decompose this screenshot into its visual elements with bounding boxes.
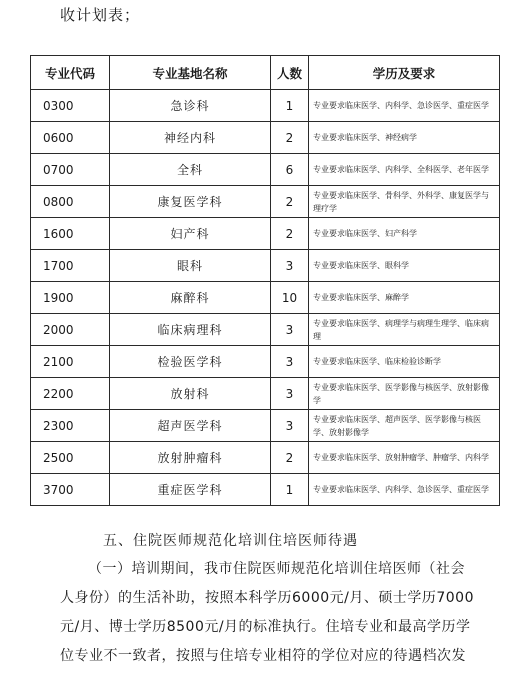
base-name-cell: 麻醉科 <box>110 282 271 314</box>
specialty-code-cell: 2500 <box>31 442 110 474</box>
base-name-cell: 妇产科 <box>110 218 271 250</box>
requirement-cell: 专业要求临床医学、放射肿瘤学、肿瘤学、内科学 <box>309 442 500 474</box>
count-cell: 2 <box>271 442 309 474</box>
table-row <box>31 410 500 442</box>
requirement-cell: 专业要求临床医学、病理学与病理生理学、临床病理 <box>309 314 500 346</box>
paragraph-line: 位专业不一致者，按照与住培专业相符的学位对应的待遇档次发 <box>60 648 466 664</box>
requirement-cell: 专业要求临床医学、超声医学、医学影像与核医学、放射影像学 <box>309 410 500 442</box>
base-name-cell: 急诊科 <box>110 90 271 122</box>
specialty-code-cell: 1900 <box>31 282 110 314</box>
treatment-paragraph <box>60 555 500 671</box>
base-name-cell: 全科 <box>110 154 271 186</box>
header-base-name: 专业基地名称 <box>110 56 271 90</box>
table-row <box>31 90 500 122</box>
table-row <box>31 474 500 506</box>
specialty-code-cell: 0600 <box>31 122 110 154</box>
table-row <box>31 346 500 378</box>
table-row <box>31 442 500 474</box>
count-cell: 1 <box>271 474 309 506</box>
base-name-cell: 康复医学科 <box>110 186 271 218</box>
table-row <box>31 186 500 218</box>
specialty-code-cell: 0800 <box>31 186 110 218</box>
paragraph-line: 人身份）的生活补助，按照本科学历6000元/月、硕士学历7000 <box>60 590 474 606</box>
count-cell: 10 <box>271 282 309 314</box>
requirement-cell: 专业要求临床医学、麻醉学 <box>309 282 500 314</box>
specialty-code-cell: 0300 <box>31 90 110 122</box>
base-name-cell: 放射科 <box>110 378 271 410</box>
count-cell: 3 <box>271 314 309 346</box>
recruitment-plan-table <box>30 55 500 506</box>
paragraph-line: （一）培训期间，我市住院医师规范化培训住培医师（社会 <box>88 561 465 577</box>
requirement-cell: 专业要求临床医学、眼科学 <box>309 250 500 282</box>
intro-text: 收计划表； <box>60 6 141 24</box>
base-name-cell: 超声医学科 <box>110 410 271 442</box>
header-requirements: 学历及要求 <box>309 56 500 90</box>
specialty-code-cell: 0700 <box>31 154 110 186</box>
table-row <box>31 154 500 186</box>
table-header-row <box>31 56 500 90</box>
count-cell: 2 <box>271 122 309 154</box>
requirement-cell: 专业要求临床医学、临床检验诊断学 <box>309 346 500 378</box>
header-specialty-code: 专业代码 <box>31 56 110 90</box>
requirement-cell: 专业要求临床医学、内科学、急诊医学、重症医学 <box>309 474 500 506</box>
table-row <box>31 282 500 314</box>
specialty-code-cell: 1700 <box>31 250 110 282</box>
count-cell: 1 <box>271 90 309 122</box>
requirement-cell: 专业要求临床医学、医学影像与核医学、放射影像学 <box>309 378 500 410</box>
requirement-cell: 专业要求临床医学、神经病学 <box>309 122 500 154</box>
base-name-cell: 神经内科 <box>110 122 271 154</box>
table-row <box>31 218 500 250</box>
table-row <box>31 122 500 154</box>
base-name-cell: 临床病理科 <box>110 314 271 346</box>
count-cell: 3 <box>271 410 309 442</box>
base-name-cell: 眼科 <box>110 250 271 282</box>
requirement-cell: 专业要求临床医学、骨科学、外科学、康复医学与理疗学 <box>309 186 500 218</box>
specialty-code-cell: 1600 <box>31 218 110 250</box>
base-name-cell: 检验医学科 <box>110 346 271 378</box>
count-cell: 2 <box>271 218 309 250</box>
base-name-cell: 放射肿瘤科 <box>110 442 271 474</box>
specialty-code-cell: 3700 <box>31 474 110 506</box>
specialty-code-cell: 2300 <box>31 410 110 442</box>
paragraph-line: 元/月、博士学历8500元/月的标准执行。住培专业和最高学历学 <box>60 619 471 635</box>
count-cell: 6 <box>271 154 309 186</box>
header-count: 人数 <box>271 56 309 90</box>
count-cell: 2 <box>271 186 309 218</box>
table-row <box>31 250 500 282</box>
specialty-code-cell: 2000 <box>31 314 110 346</box>
section-heading: 五、住院医师规范化培训住培医师待遇 <box>103 533 358 549</box>
base-name-cell: 重症医学科 <box>110 474 271 506</box>
specialty-code-cell: 2200 <box>31 378 110 410</box>
requirement-cell: 专业要求临床医学、内科学、急诊医学、重症医学 <box>309 90 500 122</box>
requirement-cell: 专业要求临床医学、妇产科学 <box>309 218 500 250</box>
table-row <box>31 314 500 346</box>
table-row <box>31 378 500 410</box>
count-cell: 3 <box>271 378 309 410</box>
count-cell: 3 <box>271 346 309 378</box>
count-cell: 3 <box>271 250 309 282</box>
specialty-code-cell: 2100 <box>31 346 110 378</box>
requirement-cell: 专业要求临床医学、内科学、全科医学、老年医学 <box>309 154 500 186</box>
